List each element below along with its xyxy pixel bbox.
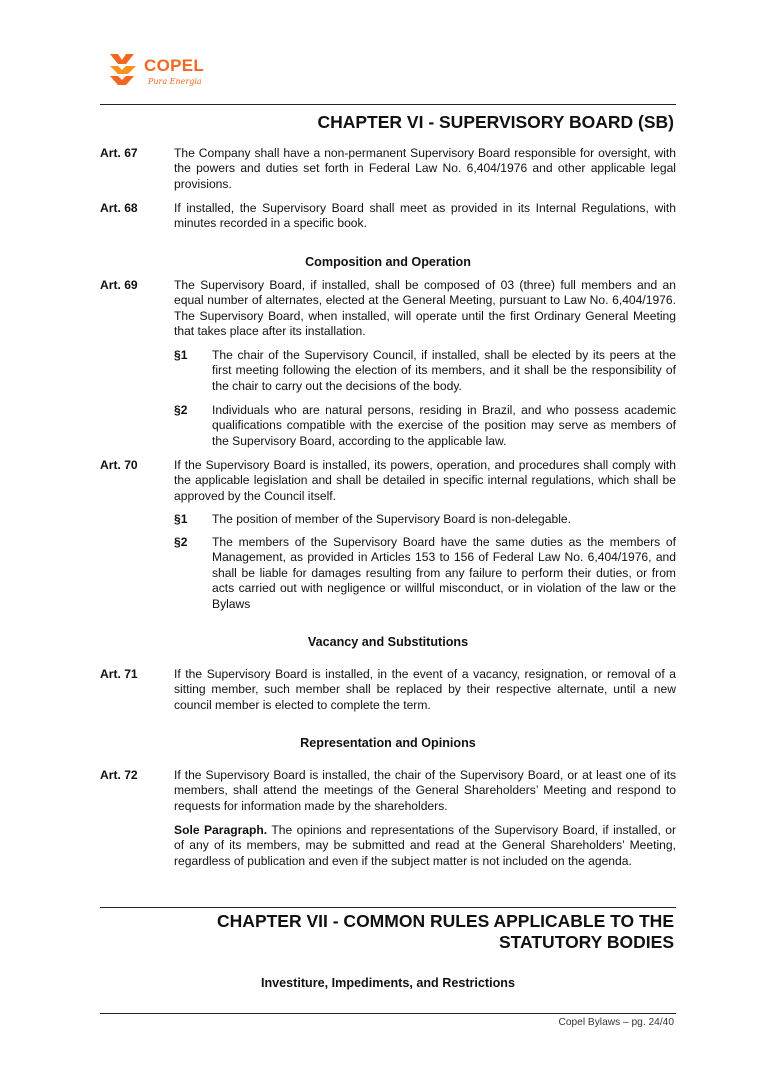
article-68: [100, 201, 676, 232]
article-70-paragraph-1: [174, 512, 676, 527]
article-69-paragraph-2: [174, 403, 676, 449]
chapter-vi-title: CHAPTER VI - SUPERVISORY BOARD (SB): [317, 112, 674, 132]
page-footer: Copel Bylaws – pg. 24/40: [558, 1017, 674, 1028]
brand-name: COPEL: [144, 56, 205, 75]
article-67: [100, 146, 676, 192]
article-text: If the Supervisory Board is installed, in the event of a vacancy, resignation, or removal of a sitting member, such member shall be replaced by their respective alternate, until a new council member is elected to complete the term.: [174, 667, 676, 712]
article-number: Art. 68: [100, 201, 138, 215]
sole-paragraph-label: Sole Paragraph.: [174, 823, 268, 837]
article-text: If the Supervisory Board is installed, the chair of the Supervisory Board, or at least one of its members, shall attend the meetings of the General Shareholders’ Meeting and respond to requests for information made by the shareholders.: [174, 768, 676, 813]
article-text: The Supervisory Board, if installed, shall be composed of 03 (three) full members and an equal number of alternates, elected at the General Meeting, pursuant to Law No. 6,404/1976. The Supervisory Board, when installed, will operate until the first Ordinary General Meeting that takes place after its installation.: [174, 278, 676, 339]
header-rule: [100, 104, 676, 105]
chapter-vii-title-line-1: CHAPTER VII - COMMON RULES APPLICABLE TO THE: [217, 911, 674, 931]
article-number: Art. 72: [100, 768, 138, 782]
copel-logo: [108, 52, 218, 92]
article-text: If the Supervisory Board is installed, its powers, operation, and procedures shall comply with the applicable legislation and shall be detailed in specific internal regulations, which shall be approved by the Council itself.: [174, 458, 676, 503]
chapter-vii-title-line-2: STATUTORY BODIES: [498, 932, 674, 952]
article-70-paragraph-2: [174, 535, 676, 612]
paragraph-number: §1: [174, 348, 188, 362]
paragraph-text: The chair of the Supervisory Council, if installed, shall be elected by its peers at the first meeting following the election of its members, and it shall be the responsibility of the chair to carry out the decisions of the body.: [212, 348, 676, 393]
article-69-paragraph-1: [174, 348, 676, 394]
paragraph-text: The members of the Supervisory Board have the same duties as the members of Management, as provided in Articles 153 to 156 of Federal Law No. 6,404/1976, and shall be liable for damages resulting from any failure to perform their duties, or from acts carried out with negligence or willful misconduct, or in violation of the law or the Bylaws: [212, 535, 676, 611]
paragraph-number: §2: [174, 403, 188, 417]
section-heading-composition: Composition and Operation: [305, 255, 471, 269]
paragraph-number: §2: [174, 535, 188, 549]
chapter-vii-title: [217, 911, 674, 953]
section-heading-investiture: Investiture, Impediments, and Restrictions: [260, 976, 516, 990]
article-number: Art. 69: [100, 278, 138, 292]
copel-logo-mark-icon: [108, 52, 138, 86]
article-69: [100, 278, 676, 340]
brand-tagline: Pura Energia: [148, 77, 202, 86]
article-number: Art. 71: [100, 667, 138, 681]
paragraph-text: Individuals who are natural persons, residing in Brazil, and who possess academic qualifications compatible with the exercise of the position may serve as members of the Supervisory Board, according to the applicable law.: [212, 403, 676, 448]
article-text: The Company shall have a non-permanent Supervisory Board responsible for oversight, with the powers and duties set forth in Federal Law No. 6,404/1976 and other applicable legal provisions.: [174, 146, 676, 191]
section-heading-representation: Representation and Opinions: [300, 736, 476, 750]
footer-rule: [100, 1013, 676, 1014]
article-72-sole-paragraph: [174, 823, 676, 869]
sole-paragraph-text: The opinions and representations of the Supervisory Board, if installed, or of any of its members, may be submitted and read at the General Shareholders’ Meeting, regardless of publication and even if the subject matter is not included on the agenda.: [174, 823, 676, 868]
article-number: Art. 70: [100, 458, 138, 472]
article-72: [100, 768, 676, 814]
paragraph-number: §1: [174, 512, 188, 526]
paragraph-text: The position of member of the Supervisory Board is non-delegable.: [212, 512, 571, 526]
article-number: Art. 67: [100, 146, 138, 160]
section-heading-vacancy: Vacancy and Substitutions: [307, 635, 469, 649]
article-70: [100, 458, 676, 504]
article-71: [100, 667, 676, 713]
article-text: If installed, the Supervisory Board shall meet as provided in its Internal Regulations, with minutes recorded in a specific book.: [174, 201, 676, 231]
chapter-rule: [100, 907, 676, 908]
